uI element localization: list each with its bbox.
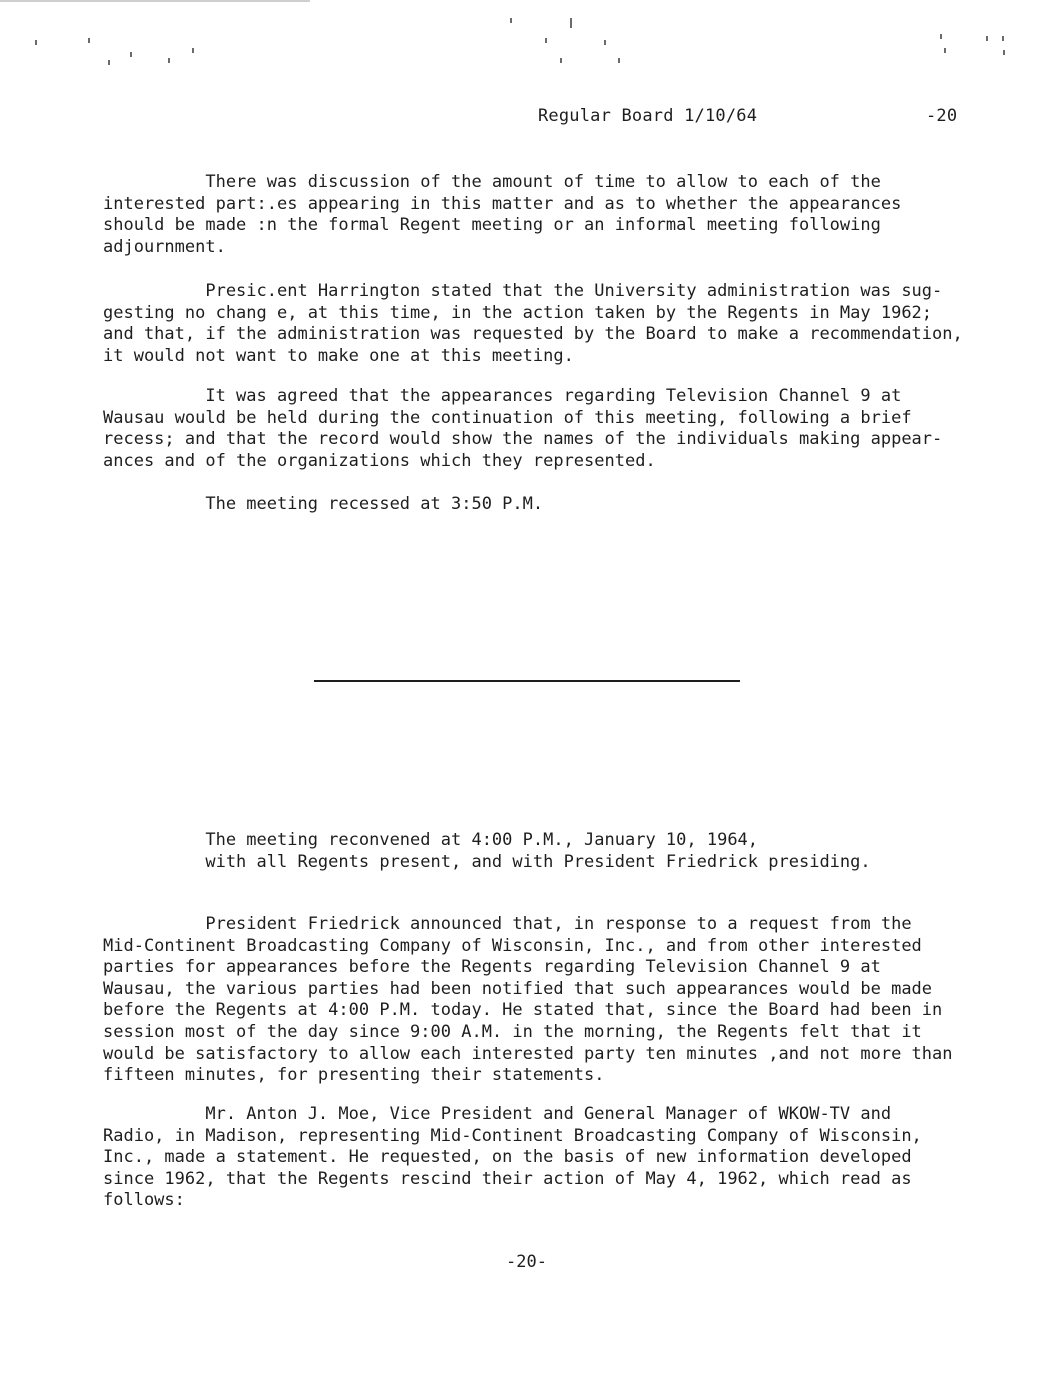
- section-divider: [314, 680, 740, 682]
- paragraph-friedrick: President Friedrick announced that, in response to a request from the Mid-Continent Broadcasting Company of Wisconsin, Inc., and from other interested parties for appearances before the Regents regarding Television Channel 9 at Wausau, the various parties had been notified that such appearances would be made before the Regents at 4:00 P.M. today. He stated that, since the Board had been in session most of the day since 9:00 A.M. in the morning, the Regents felt that it would be satisfactory to allow each interested party ten minutes ,and not more than fifteen minutes, for presenting their statements.: [103, 914, 953, 1086]
- footer-page-number: -20-: [506, 1252, 547, 1272]
- header-page-ref: -20: [926, 106, 958, 126]
- paragraph-reconvened: The meeting reconvened at 4:00 P.M., January 10, 1964, with all Regents present, and with President Friedrick presiding.: [205, 830, 871, 872]
- paragraph-moe: Mr. Anton J. Moe, Vice President and General Manager of WKOW-TV and Radio, in Madison, representing Mid-Continent Broadcasting Company of Wisconsin, Inc., made a statement. He requested, on the basis of new information developed since 1962, that the Regents rescind their action of May 4, 1962, which read as follows:: [103, 1104, 922, 1211]
- paragraph-harrington: Presic.ent Harrington stated that the University administration was sug- gesting no chang e, at this time, in the action taken by the Regents in May 1962; and that, if the administration was requested by the Board to make a recommendation, it would not want to make one at this meeting.: [103, 281, 963, 366]
- paragraph-recess: The meeting recessed at 3:50 P.M.: [103, 494, 544, 514]
- scan-edge-line: [0, 0, 310, 2]
- paragraph-discussion: There was discussion of the amount of time to allow to each of the interested part:.es appearing in this matter and as to whether the appearances should be made :n the formal Regent meeting or an informal meeting following adjournment.: [103, 172, 902, 257]
- paragraph-agreement: It was agreed that the appearances regarding Television Channel 9 at Wausau would be held during the continuation of this meeting, following a brief recess; and that the record would show the names of the individuals making appear- ances and of the organizations which they represented.: [103, 386, 943, 471]
- header-title: Regular Board 1/10/64: [538, 106, 758, 126]
